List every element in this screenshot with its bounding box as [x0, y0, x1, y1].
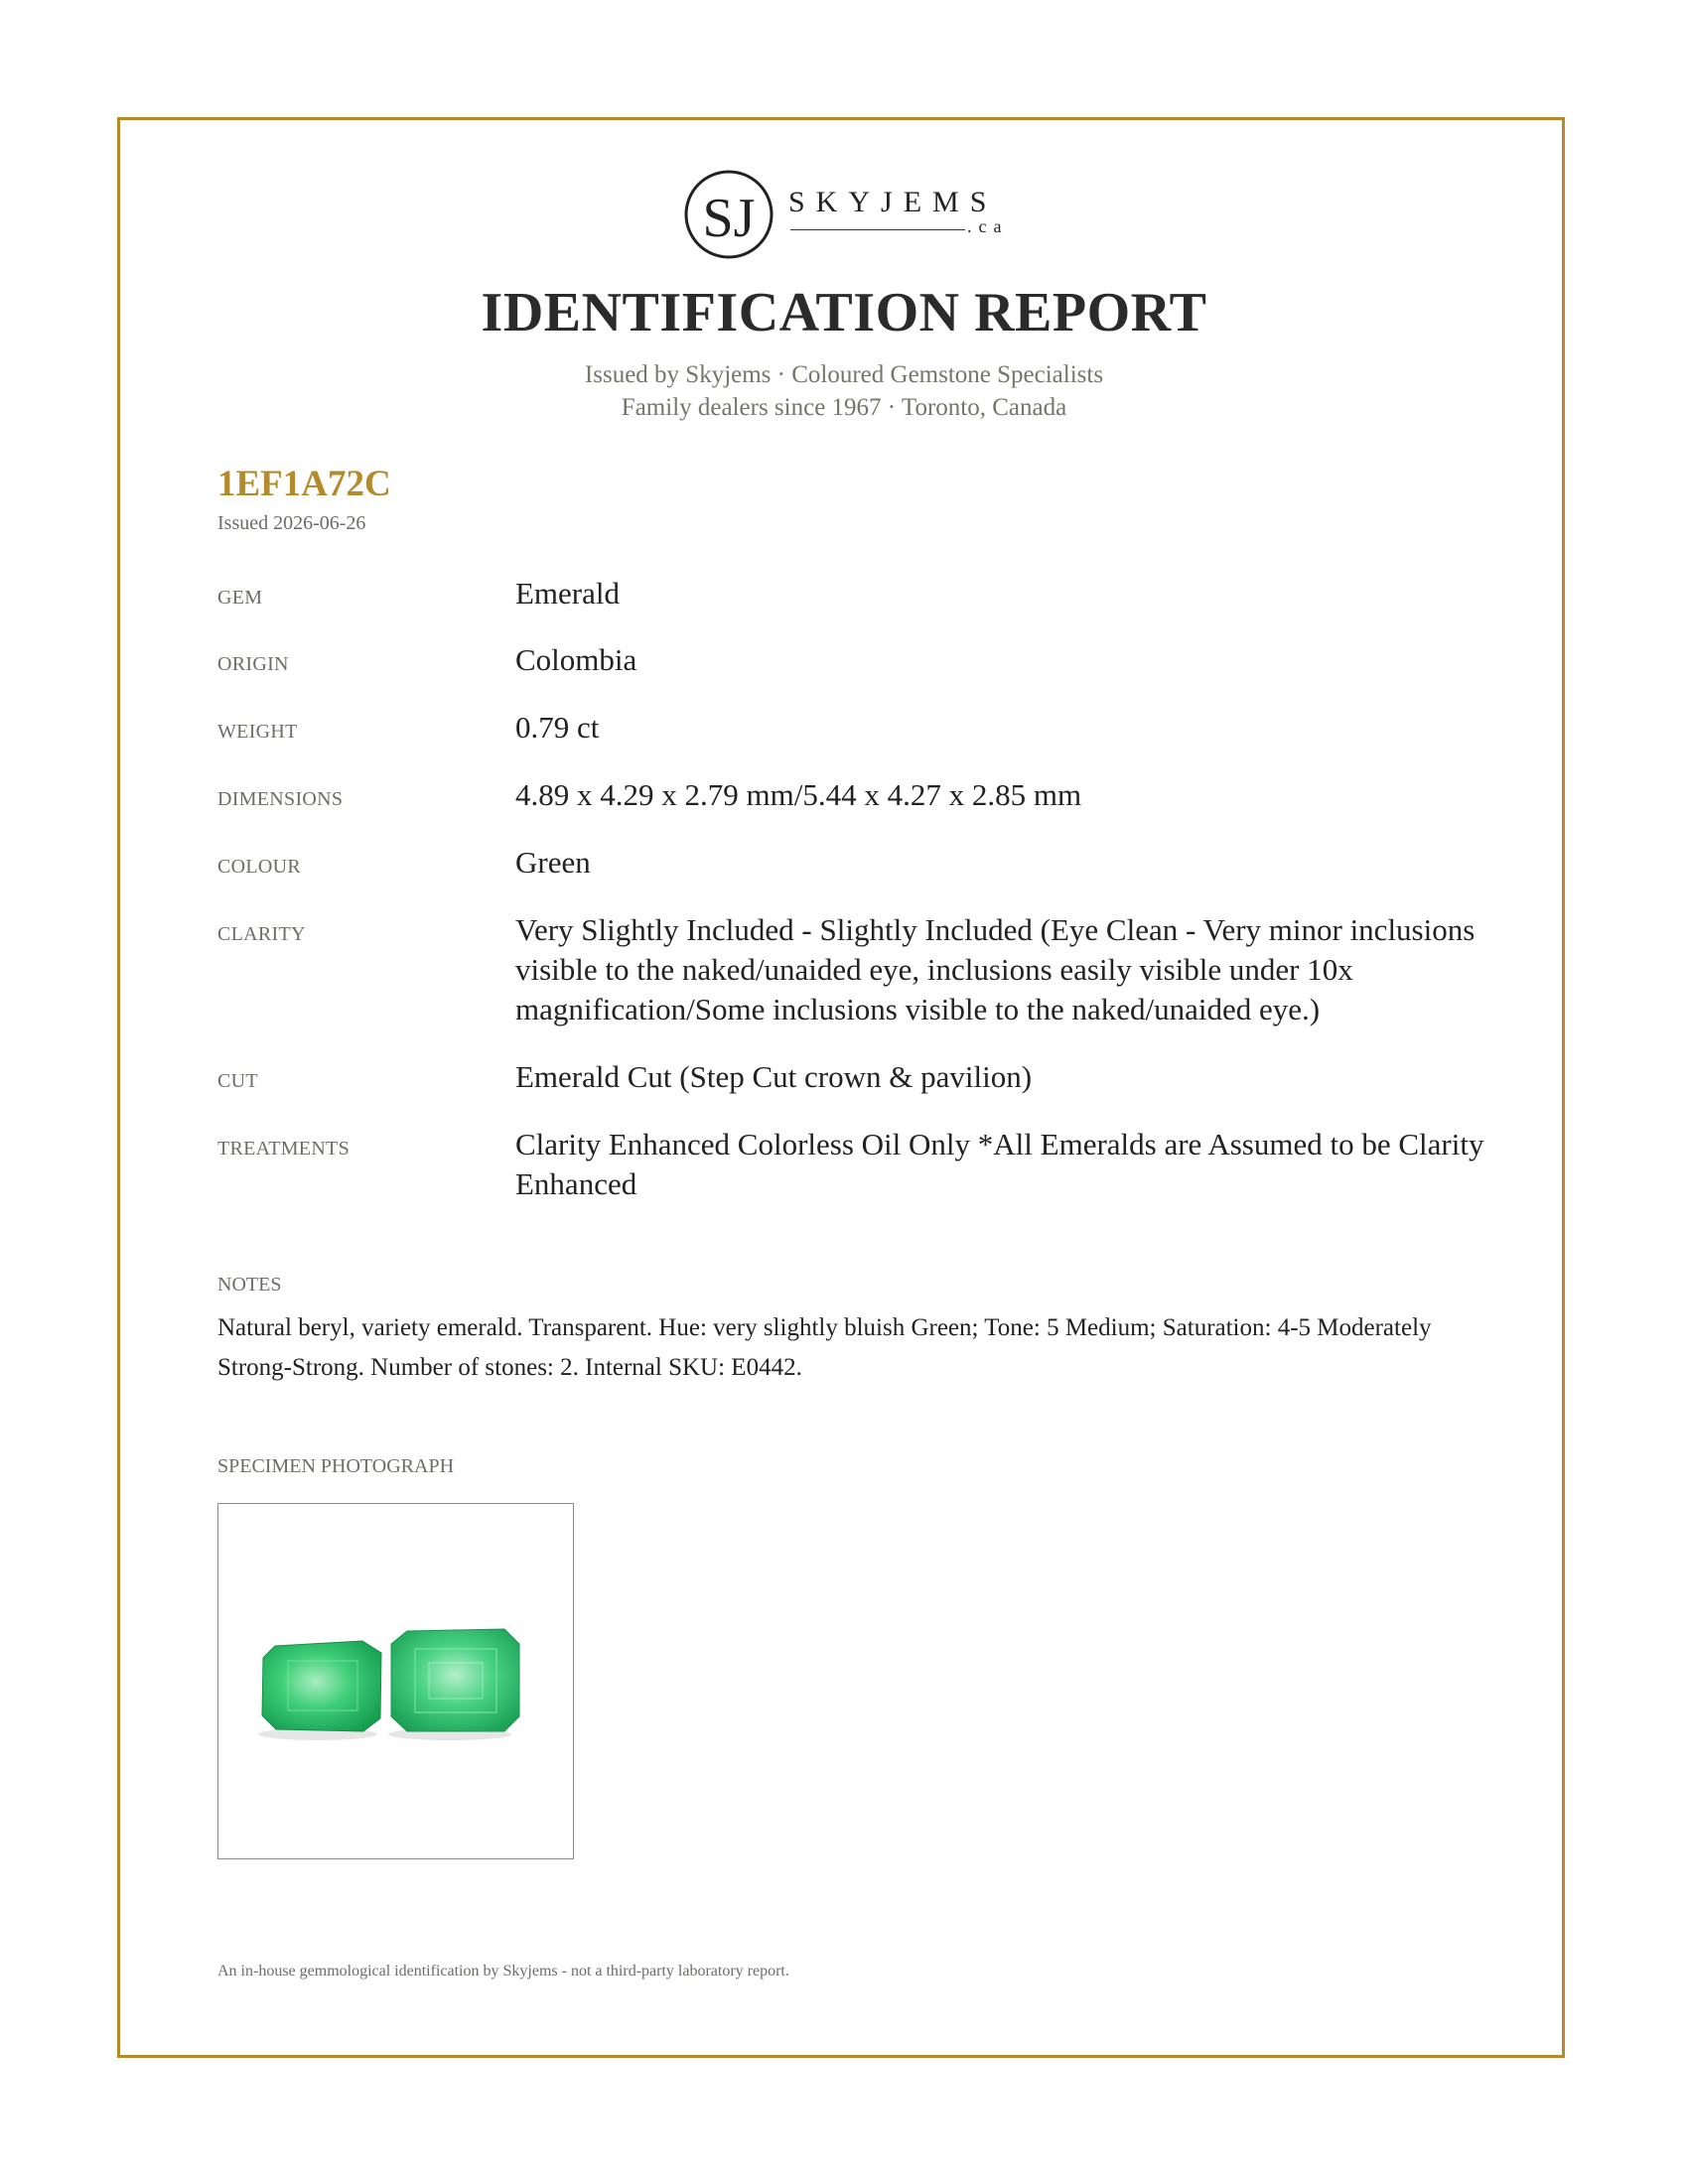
field-label: TREATMENTS	[217, 1138, 350, 1160]
specimen-photo	[217, 1503, 574, 1859]
field-value: Green	[515, 845, 591, 880]
field-label: ORIGIN	[217, 653, 289, 675]
field-label: GEM	[217, 587, 263, 609]
field-value: Colombia	[515, 642, 637, 677]
field-value: 4.89 x 4.29 x 2.79 mm/5.44 x 4.27 x 2.85 mm	[515, 777, 1082, 812]
field-value: Emerald Cut (Step Cut crown & pavilion)	[515, 1059, 1033, 1094]
brand-domain: .ca	[967, 216, 1009, 236]
emerald-stone-left	[262, 1641, 381, 1731]
notes-label: NOTES	[217, 1274, 282, 1296]
issuer-line: Issued by Skyjems · Coloured Gemstone Specialists	[584, 361, 1104, 388]
field-value: Clarity Enhanced Colorless Oil Only *All Emeralds are Assumed to be Clarity Enhanced	[515, 1127, 1484, 1201]
dealer-line: Family dealers since 1967 · Toronto, Canada	[621, 394, 1067, 421]
field-label: CUT	[217, 1070, 258, 1092]
field-label: COLOUR	[217, 856, 302, 878]
field-label: CLARITY	[217, 923, 306, 945]
emerald-stone-right	[391, 1629, 519, 1731]
brand-name: SKYJEMS	[788, 186, 998, 218]
emerald-stones-image	[218, 1504, 575, 1860]
photo-label: SPECIMEN PHOTOGRAPH	[217, 1455, 455, 1477]
notes-text: Natural beryl, variety emerald. Transparent. Hue: very slightly bluish Green; Tone: 5 Medium; Saturation: 4-5 Moderately Strong-Strong. Number of stones: 2. Internal SKU: E0442.	[217, 1314, 1432, 1381]
brand-underline	[790, 229, 965, 230]
footer-disclaimer: An in-house gemmological identification by Skyjems - not a third-party laboratory report.	[217, 1963, 789, 1979]
field-value: Emerald	[515, 576, 621, 611]
sj-monogram-icon	[683, 167, 774, 266]
brand-logo	[683, 167, 1009, 266]
field-label: WEIGHT	[217, 721, 298, 743]
field-label: DIMENSIONS	[217, 788, 344, 810]
field-value: 0.79 ct	[515, 710, 600, 745]
issue-date: Issued 2026-06-26	[217, 512, 366, 534]
report-title: IDENTIFICATION REPORT	[481, 282, 1207, 343]
field-value: Very Slightly Included - Slightly Included (Eye Clean - Very minor inclusions visible to the naked/unaided eye, inclusions easily visible under 10x magnification/Some inclusions visible to the naked/unaided eye.)	[515, 912, 1476, 1026]
report-id: 1EF1A72C	[217, 464, 391, 504]
svg-text:SJ: SJ	[702, 188, 756, 249]
